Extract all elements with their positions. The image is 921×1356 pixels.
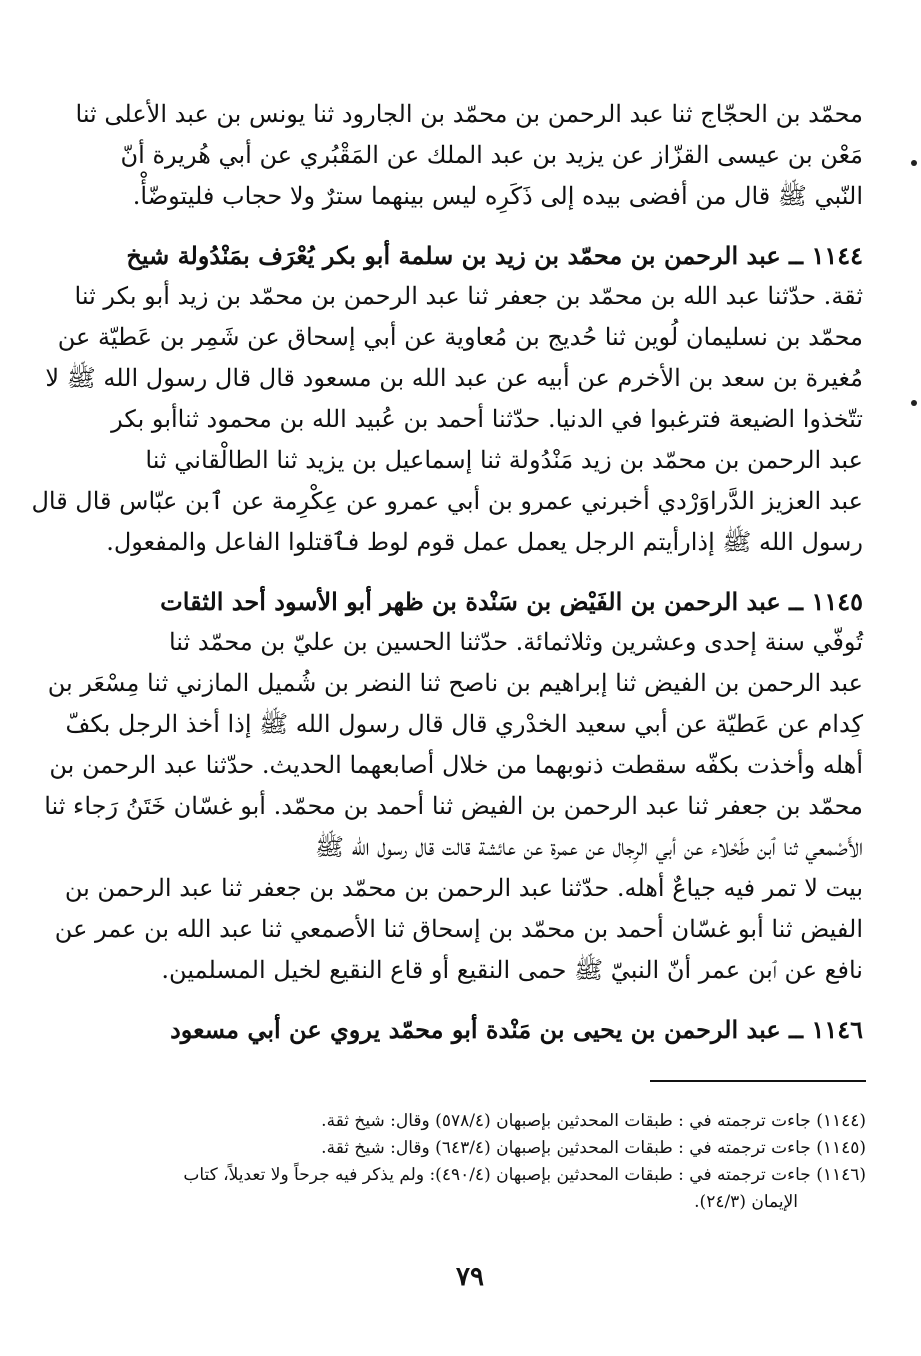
entry-1144 [31,235,863,563]
entry-1146 [118,1009,863,1050]
page-number: ٧٩ [456,1262,484,1292]
entry-heading-line: ١١٤٥ ــ عبد الرحمن بن الفَيْض بن سَنْدة بن ظهر أبو الأسود أحد الثقات [160,587,863,616]
entry-heading-line: ١١٤٦ ــ عبد الرحمن بن يحيى بن مَنْدة أبو محمّد يروي عن أبي مسعود [170,1015,863,1044]
paragraph-continuation [75,94,863,217]
margin-dot-mark [911,400,917,406]
text-line: الفيض ثنا أبو غسّان أحمد بن محمّد بن إسحاق ثنا الأصمعي ثنا عبد الله بن عمر عن [54,915,863,943]
footnote-1144: (١١٤٤) جاءت ترجمته في : طبقات المحدثين بإصبهان (٥٧٨/٤) وقال: شيخ ثقة. [321,1111,866,1131]
footnote-1145: (١١٤٥) جاءت ترجمته في : طبقات المحدثين بإصبهان (٦٤٣/٤) وقال: شيخ ثقة. [321,1138,866,1158]
text-line: مَعْن بن عيسى القزّاز عن يزيد بن عبد الملك عن المَقْبُري عن أبي هُريرة أنّ [120,141,863,169]
text-line: نافع عن ٱبن عمر أنّ النبيّ ﷺ حمى النقيع أو قاع النقيع لخيل المسلمين. [161,956,863,984]
text-line: تتّخذوا الضيعة فترغبوا في الدنيا. حدّثنا أحمد بن عُبيد الله بن محمود ثناأبو بكر [111,405,863,433]
text-line: محمّد بن نسليمان لُوين ثنا حُديج بن مُعاوية عن أبي إسحاق عن شَمِر بن عَطيّة عن [57,323,863,351]
entry-1145 [44,581,863,991]
footnotes [118,1108,866,1216]
text-line: محمّد بن جعفر ثنا عبد الرحمن بن الفيض ثنا أحمد بن محمّد. أبو غسّان خَتَنُ رَجاء ثنا [44,792,863,820]
text-line: عبد العزيز الدَّراوَرْدي أخبرني عمرو بن أبي عمرو عن عِكْرِمة عن ٱبن عبّاس قال قال [31,487,863,515]
text-line: عبد الرحمن بن الفيض ثنا إبراهيم بن ناصح ثنا النضر بن شُميل المازني ثنا مِسْعَر بن [47,669,863,697]
text-line: محمّد بن الحجّاج ثنا عبد الرحمن بن محمّد بن الجارود ثنا يونس بن عبد الأعلى ثنا [75,100,863,128]
entry-heading-line: ١١٤٤ ــ عبد الرحمن بن محمّد بن زيد بن سلمة أبو بكر يُعْرَف بمَنْدُولة شيخ [126,241,863,270]
text-line: تُوفّي سنة إحدى وعشرين وثلاثمائة. حدّثنا الحسين بن عليّ بن محمّد ثنا [168,628,863,656]
text-line: عبد الرحمن بن محمّد بن زيد مَنْدُولة ثنا إسماعيل بن يزيد ثنا الطالْقاني ثنا [145,446,863,474]
text-line: الأَصْمعي ثنا ٱبن طَحْلاء عن أبي الرِجال عن عمرة عن عائشة قالت قال رسول الله ﷺ [314,833,863,861]
footnote-1146-continuation: الإيمان (٢٤/٣). [694,1192,798,1212]
text-line: بيت لا تمر فيه جياعٌ أهله. حدّثنا عبد الرحمن بن محمّد بن جعفر ثنا عبد الرحمن بن [64,874,863,902]
body-text [31,94,863,1050]
text-line: النّبي ﷺ قال من أفضى بيده إلى ذَكَرِه ليس بينهما سترٌ ولا حجاب فليتوضّأْ. [132,182,863,210]
footnote-separator [650,1080,866,1082]
text-line: رسول الله ﷺ إذارأيتم الرجل يعمل عمل قوم لوط فٱقتلوا الفاعل والمفعول. [106,528,863,556]
text-line: ثقة. حدّثنا عبد الله بن محمّد بن جعفر ثنا عبد الرحمن بن محمّد بن زيد أبو بكر ثنا [74,282,863,310]
text-line: أهله وأخذت بكفّه سقطت ذنوبهما من خلال أصابعهما الحديث. حدّثنا عبد الرحمن بن [49,751,863,779]
footnote-1146: (١١٤٦) جاءت ترجمته في : طبقات المحدثين بإصبهان (٤٩٠/٤): ولم يذكر فيه جرحاً ولا تعديلاً، كتاب [183,1165,866,1185]
margin-dot-mark [911,160,917,166]
text-line: كِدام عن عَطيّة عن أبي سعيد الخدْري قال قال رسول الله ﷺ إذا أخذ الرجل بكفّ [65,710,863,738]
text-line: مُغيرة بن سعد بن الأخرم عن أبيه عن عبد الله بن مسعود قال قال رسول الله ﷺ لا [45,364,863,392]
